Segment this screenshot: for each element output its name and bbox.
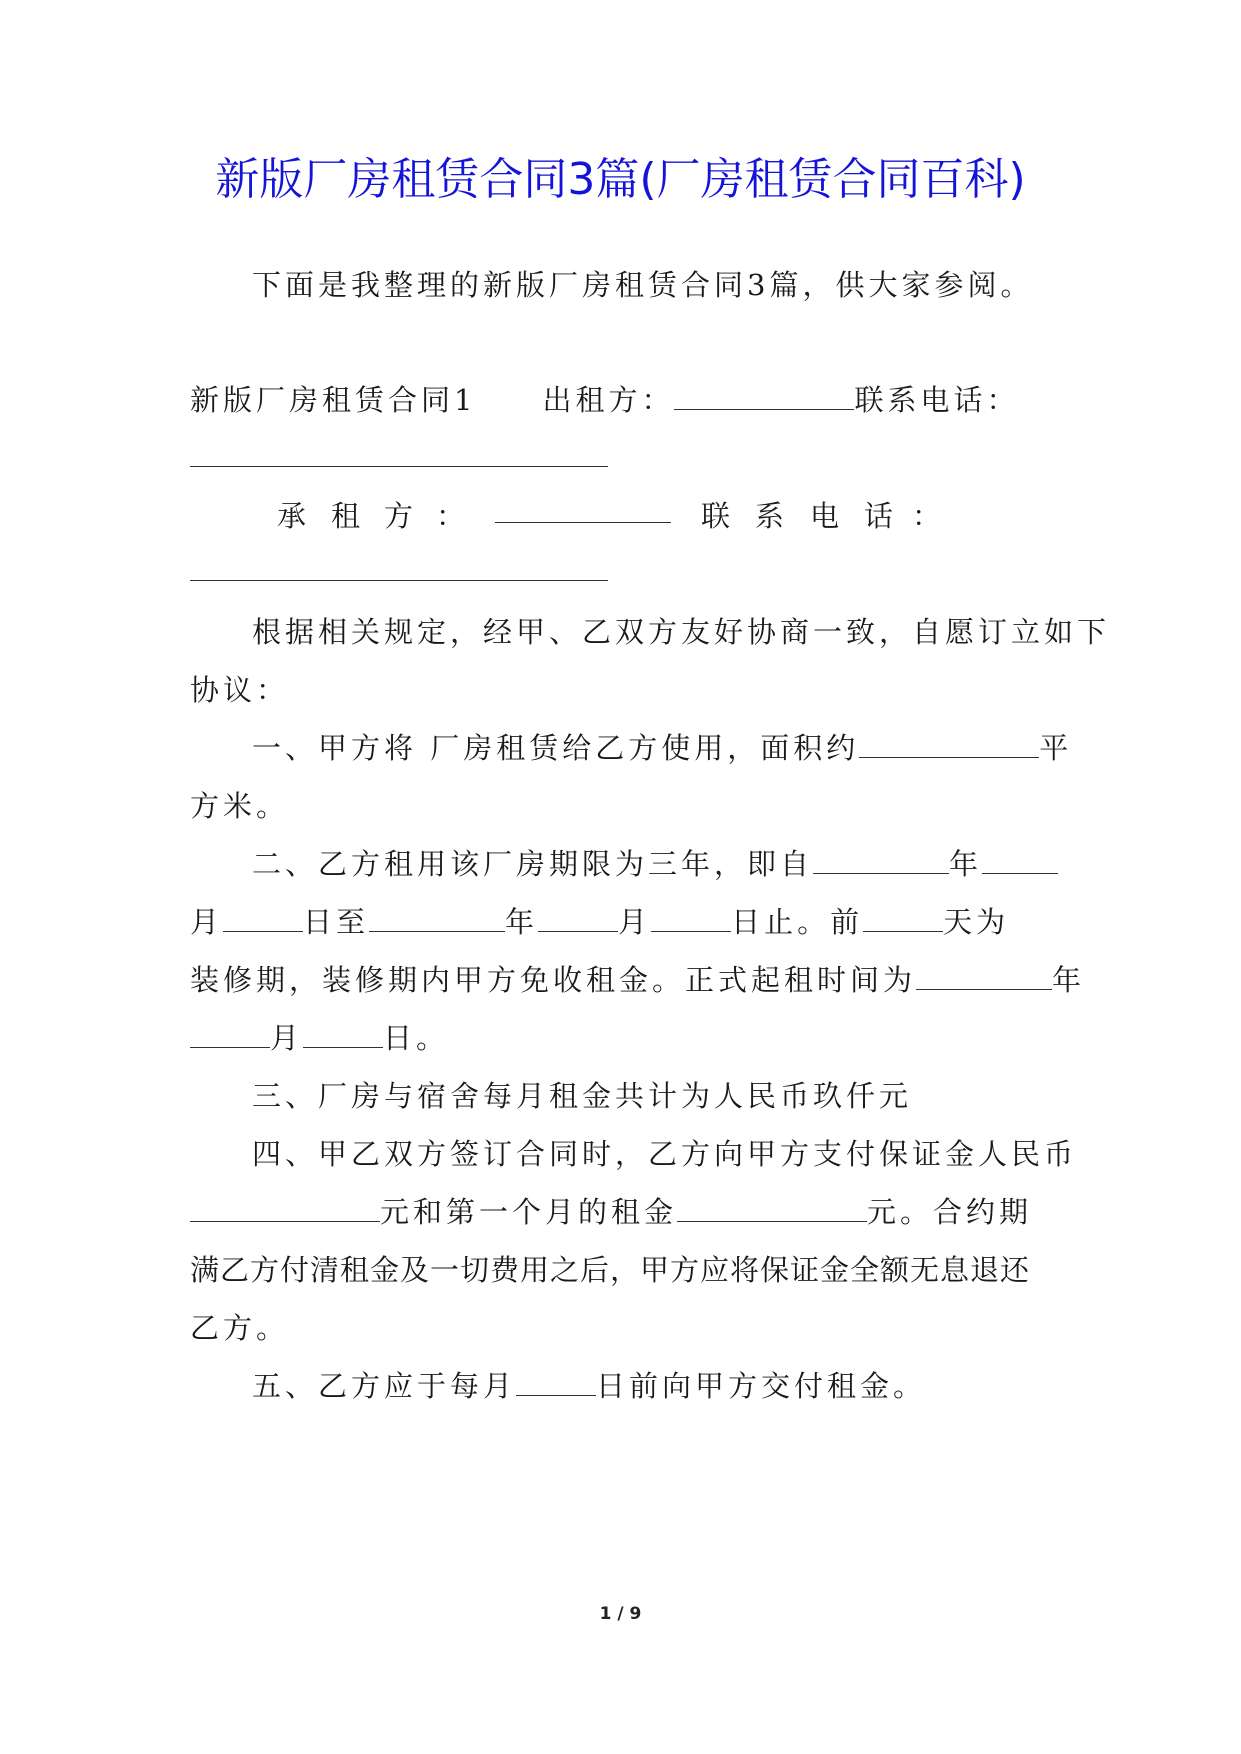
rent-start-day-blank [303,1023,383,1048]
clause-4-text-1: 元和第一个月的租金 [380,1195,678,1229]
phone-char: 联 [701,499,731,533]
lessor-label: 出租方： [542,383,675,417]
lessee-char: ： [436,499,466,533]
lessee-blank [495,522,671,523]
document-title: 新版厂房租赁合同3篇(厂房租赁合同百科) [215,154,1026,205]
contract-heading: 新版厂房租赁合同1 [190,383,477,417]
lessor-blank [674,385,854,410]
first-rent-blank [677,1197,867,1222]
clause-5-text-2: 日前向甲方交付租金。 [596,1369,927,1403]
clause-1-text: 一、甲方将 厂房租赁给乙方使用，面积约 [252,731,860,765]
year-label: 年 [949,847,983,881]
clause-5 [252,1366,1052,1406]
intro-paragraph: 下面是我整理的新版厂房租赁合同3篇，供大家参阅。 [252,268,1034,302]
clause-4-line-3: 满乙方付清租金及一切费用之后，甲方应将保证金全额无息退还 [190,1253,1031,1287]
clause-2-line-4 [190,1018,1052,1058]
clause-4-line-4: 乙方。 [190,1311,290,1345]
clause-2-line-3 [190,960,1086,1000]
clause-2-line-1 [252,844,1052,884]
clause-2-text: 二、乙方租用该厂房期限为三年，即自 [252,847,814,881]
clause-3: 三、厂房与宿舍每月租金共计为人民币玖仟元 [252,1079,913,1113]
clause-4-line-1: 四、甲乙双方签订合同时，乙方向甲方支付保证金人民币 [252,1137,1078,1171]
start-month-blank [982,849,1058,874]
day-to-label: 日至 [303,905,370,939]
end-year-blank [369,907,505,932]
clause-1-unit-start: 平 [1039,731,1073,765]
clause-2-line-2 [190,902,1052,942]
lessee-char: 方 [384,499,414,533]
clause-1-line-2: 方米。 [190,789,290,823]
phone-label-1: 联系电话： [854,383,1020,417]
clause-1-line-1 [252,728,1073,768]
phone-char: 电 [810,499,840,533]
basis-paragraph-line-2: 协议： [190,673,290,707]
year-label: 年 [505,905,539,939]
phone-char: 话 [864,499,894,533]
deposit-blank [190,1197,380,1222]
contract-heading-line [190,380,1052,420]
basis-paragraph-line-1: 根据相关规定，经甲、乙双方友好协商一致，自愿订立如下 [252,615,1111,649]
clause-2-text-2: 装修期，装修期内甲方免收租金。正式起租时间为 [190,963,917,997]
lessee-char: 承 [277,499,307,533]
month-label: 月 [618,905,652,939]
start-year-blank [813,849,949,874]
payment-day-blank [516,1371,596,1396]
page-number: 1 / 9 [599,1604,642,1624]
phone-char: 系 [755,499,785,533]
phone-blank-1 [190,466,608,467]
clause-5-text-1: 五、乙方应于每月 [252,1369,517,1403]
phone-blank-2 [190,580,608,581]
lessee-char: 租 [331,499,361,533]
day-end-label: 日止。前 [731,905,864,939]
year-label: 年 [1052,963,1086,997]
area-blank [859,733,1039,758]
clause-4-text-2: 元。合约期 [867,1195,1033,1229]
rent-start-year-blank [916,965,1052,990]
end-day-blank [651,907,731,932]
month-label: 月 [270,1021,304,1055]
clause-4-line-2 [190,1192,1052,1232]
end-month-blank [538,907,618,932]
rent-start-month-blank [190,1023,270,1048]
start-day-blank [223,907,303,932]
renovation-days-blank [863,907,943,932]
month-label: 月 [190,905,224,939]
day-label: 日。 [383,1021,450,1055]
days-label: 天为 [943,905,1010,939]
phone-char: ： [912,499,942,533]
